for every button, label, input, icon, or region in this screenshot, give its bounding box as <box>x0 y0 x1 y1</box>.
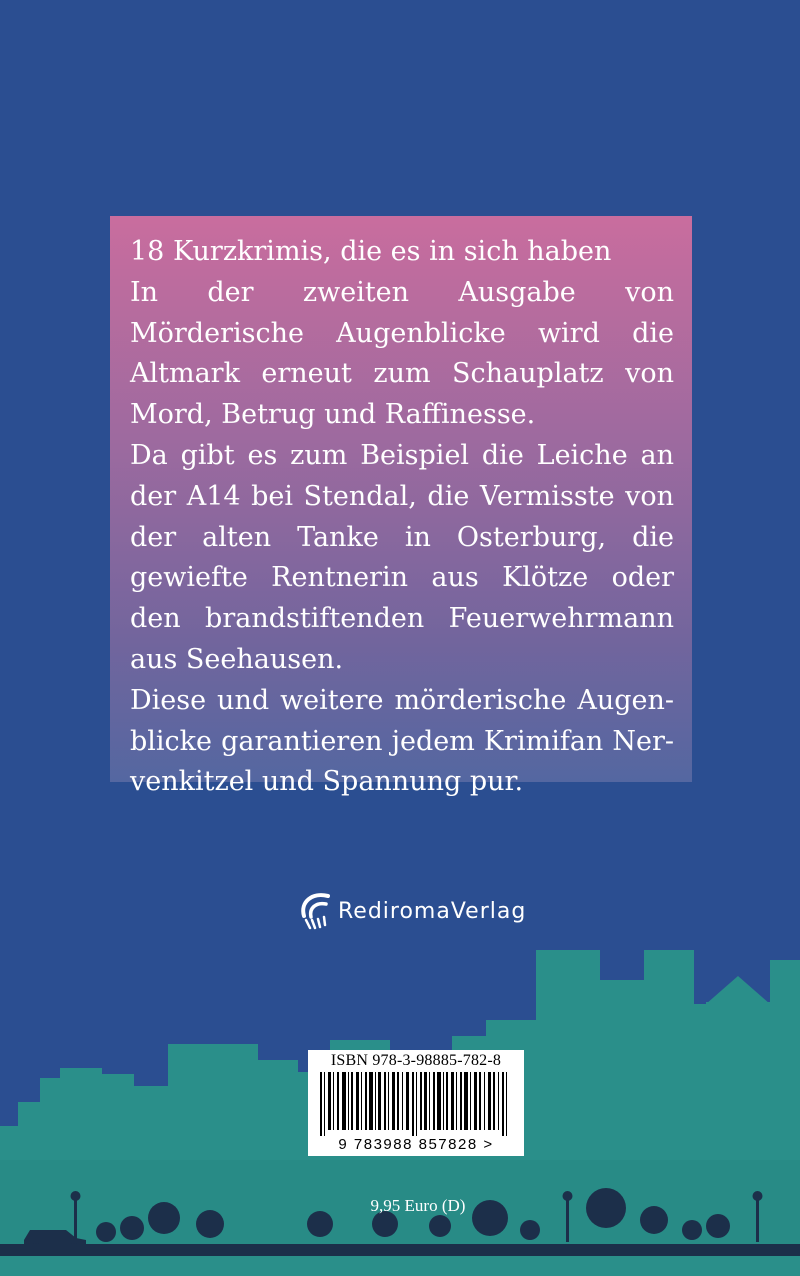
isbn-digits: 9 783988 857828 > <box>338 1136 494 1153</box>
blurb-paragraph-1: In der zweiten Ausgabe von Mörderische Augenblicke wird die Altmark erneut zum Schauplatz von Mord, Betrug und Raffinesse. <box>130 276 674 431</box>
back-cover-blurb <box>110 216 692 798</box>
blurb-paragraph-2: Da gibt es zum Beispiel die Leiche an der A14 bei Stendal, die Vermisste von der alten Tanke in Osterburg, die gewiefte Rentnerin aus Klötze oder den brandstiftenden Feuerwehrmann aus Seehausen. <box>130 439 674 675</box>
blurb-heading: 18 Kurzkrimis, die es in sich haben <box>130 236 612 267</box>
publisher-name: RediromaVerlag <box>338 898 527 924</box>
redirawing-swirl-logo-icon <box>298 890 332 930</box>
barcode-icon <box>316 1072 516 1136</box>
publisher-logo <box>298 886 558 934</box>
price-label: 9,95 Euro (D) <box>370 1196 466 1215</box>
isbn-label: ISBN 978-3-98885-782-8 <box>330 1052 502 1069</box>
blurb-paragraph-3: Diese und weitere mörderische Augenblicke garantieren jedem Krimifan Nervenkitzel und Spannung pur. <box>130 684 674 798</box>
isbn-barcode-block <box>308 1050 524 1156</box>
